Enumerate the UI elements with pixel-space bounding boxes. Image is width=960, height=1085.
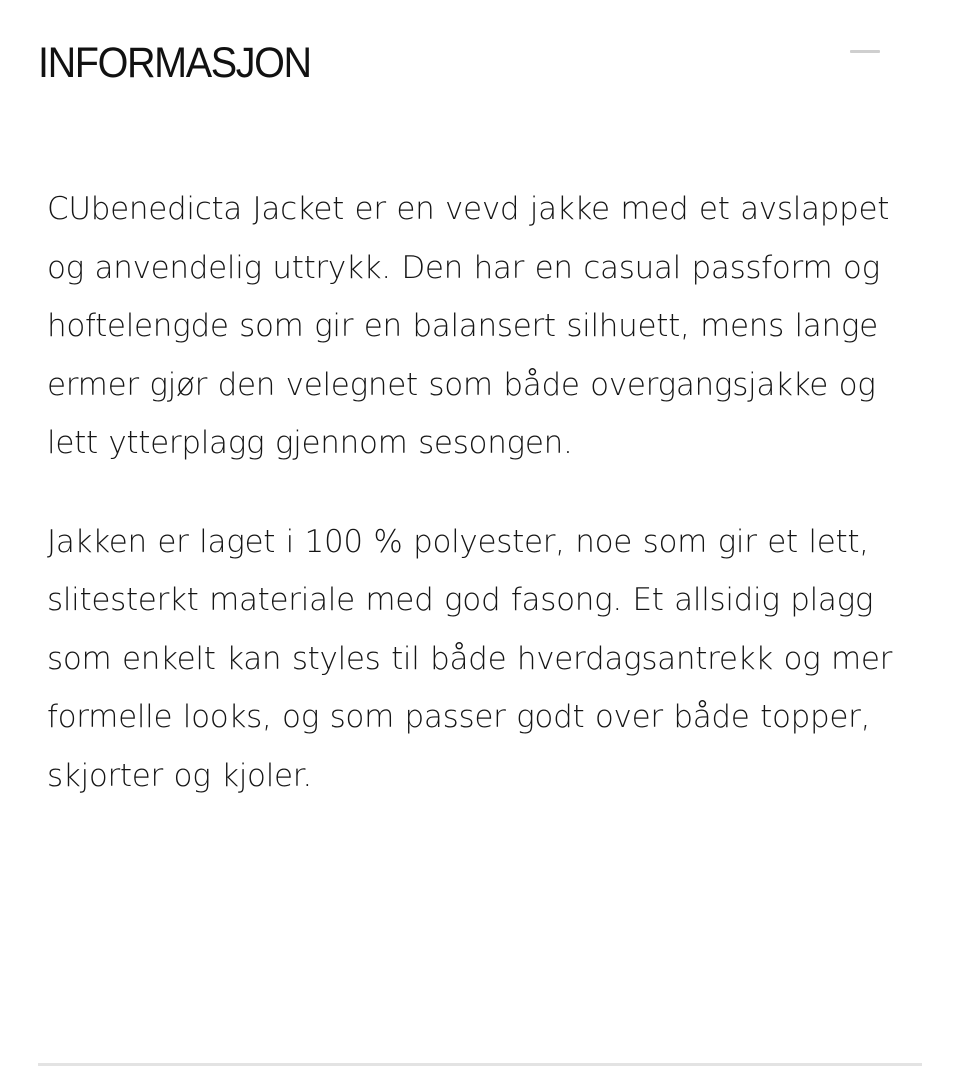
minus-icon — [850, 50, 880, 53]
section-title: INFORMASJON — [38, 39, 311, 87]
accordion-header[interactable] — [38, 30, 922, 94]
info-accordion — [38, 0, 922, 1085]
description-paragraph: CUbenedicta Jacket er en vevd jakke med et avslappet og anvendelig uttrykk. Den har en casual passform og hoftelengde som gir en balansert silhuett, mens lange ermer gjør den velegnet som både overgangsjakke og lett ytterplagg gjennom sesongen. — [47, 191, 890, 461]
material-paragraph: Jakken er laget i 100 % polyester, noe som gir et lett, slitesterkt materiale med god fasong. Et allsidig plagg som enkelt kan styles til både hverdagsantrekk og mer formelle looks, og som passer godt over både topper, skjorter og kjoler. — [47, 523, 893, 794]
accordion-content — [47, 180, 917, 805]
section-divider — [38, 1063, 922, 1066]
collapse-button[interactable] — [848, 38, 882, 68]
